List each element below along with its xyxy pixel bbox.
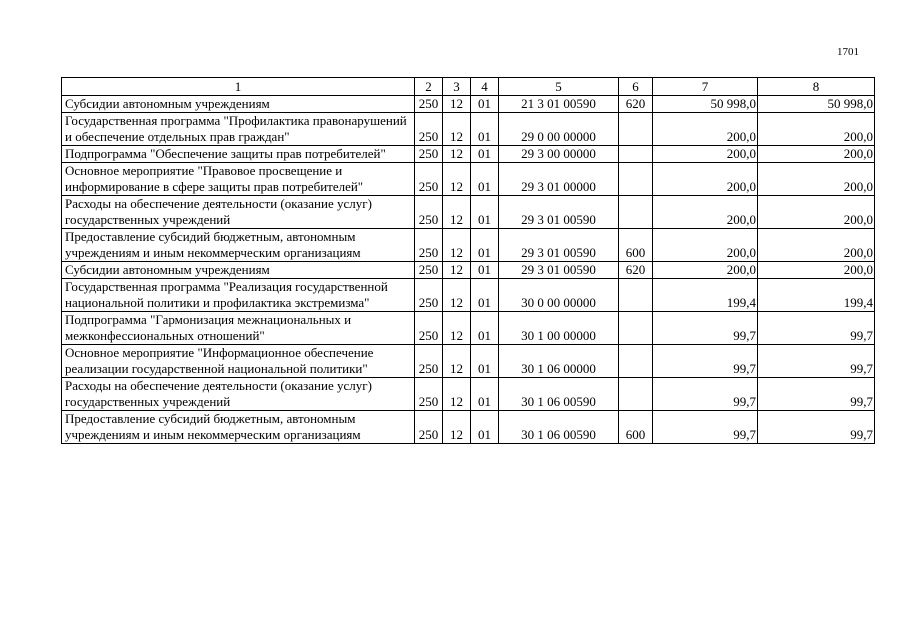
row-code-5: 30 1 06 00000	[499, 345, 619, 378]
row-code-5: 30 1 06 00590	[499, 378, 619, 411]
row-amount-8: 200,0	[758, 262, 875, 279]
row-code-4: 01	[471, 229, 499, 262]
header-row	[62, 78, 875, 96]
row-name: Субсидии автономным учреждениям	[62, 262, 415, 279]
row-code-5: 29 3 01 00000	[499, 163, 619, 196]
row-amount-8: 99,7	[758, 411, 875, 444]
row-amount-7: 200,0	[653, 229, 758, 262]
row-code-5: 30 1 06 00590	[499, 411, 619, 444]
row-name: Предоставление субсидий бюджетным, автономным учреждениям и иным некоммерческим организациям	[62, 229, 415, 262]
column-header: 3	[443, 78, 471, 96]
row-code-2: 250	[415, 196, 443, 229]
table-row	[62, 312, 875, 345]
row-code-3: 12	[443, 378, 471, 411]
row-code-5: 29 3 01 00590	[499, 262, 619, 279]
row-code-6	[619, 196, 653, 229]
row-code-2: 250	[415, 378, 443, 411]
page-number: 1701	[837, 46, 859, 58]
row-code-6	[619, 163, 653, 196]
table-row	[62, 279, 875, 312]
table-row	[62, 345, 875, 378]
table-row	[62, 229, 875, 262]
column-header: 2	[415, 78, 443, 96]
column-header: 4	[471, 78, 499, 96]
row-code-2: 250	[415, 262, 443, 279]
row-code-6: 600	[619, 229, 653, 262]
row-code-6: 620	[619, 96, 653, 113]
row-amount-8: 200,0	[758, 113, 875, 146]
row-code-6: 600	[619, 411, 653, 444]
row-amount-8: 199,4	[758, 279, 875, 312]
row-name: Государственная программа "Реализация государственной национальной политики и профилактика экстремизма"	[62, 279, 415, 312]
row-code-2: 250	[415, 312, 443, 345]
table-row	[62, 96, 875, 113]
row-amount-8: 99,7	[758, 378, 875, 411]
row-code-2: 250	[415, 146, 443, 163]
row-code-4: 01	[471, 312, 499, 345]
row-amount-7: 99,7	[653, 378, 758, 411]
row-code-6	[619, 279, 653, 312]
row-code-6: 620	[619, 262, 653, 279]
row-name: Субсидии автономным учреждениям	[62, 96, 415, 113]
row-amount-7: 50 998,0	[653, 96, 758, 113]
row-code-5: 29 3 01 00590	[499, 229, 619, 262]
row-amount-8: 99,7	[758, 345, 875, 378]
row-amount-7: 99,7	[653, 411, 758, 444]
row-code-2: 250	[415, 229, 443, 262]
row-name: Основное мероприятие "Правовое просвещение и информирование в сфере защиты прав потребителей"	[62, 163, 415, 196]
row-amount-8: 200,0	[758, 146, 875, 163]
row-name: Подпрограмма "Гармонизация межнациональных и межконфессиональных отношений"	[62, 312, 415, 345]
row-code-6	[619, 345, 653, 378]
row-code-2: 250	[415, 96, 443, 113]
row-code-6	[619, 113, 653, 146]
row-code-4: 01	[471, 345, 499, 378]
row-code-3: 12	[443, 345, 471, 378]
row-amount-7: 200,0	[653, 163, 758, 196]
row-code-4: 01	[471, 163, 499, 196]
row-code-4: 01	[471, 262, 499, 279]
row-code-3: 12	[443, 411, 471, 444]
row-amount-7: 99,7	[653, 345, 758, 378]
row-amount-8: 50 998,0	[758, 96, 875, 113]
row-code-3: 12	[443, 163, 471, 196]
row-amount-8: 99,7	[758, 312, 875, 345]
table-row	[62, 113, 875, 146]
table-row	[62, 262, 875, 279]
table-row	[62, 411, 875, 444]
row-code-4: 01	[471, 146, 499, 163]
row-code-3: 12	[443, 146, 471, 163]
budget-table	[61, 77, 875, 444]
table-row	[62, 146, 875, 163]
row-amount-7: 99,7	[653, 312, 758, 345]
row-code-6	[619, 312, 653, 345]
column-header: 7	[653, 78, 758, 96]
row-code-4: 01	[471, 96, 499, 113]
row-code-2: 250	[415, 163, 443, 196]
row-code-6	[619, 146, 653, 163]
row-code-2: 250	[415, 411, 443, 444]
row-code-2: 250	[415, 345, 443, 378]
row-code-4: 01	[471, 411, 499, 444]
row-name: Государственная программа "Профилактика правонарушений и обеспечение отдельных прав граждан"	[62, 113, 415, 146]
row-code-5: 29 3 01 00590	[499, 196, 619, 229]
row-code-3: 12	[443, 229, 471, 262]
row-code-5: 29 3 00 00000	[499, 146, 619, 163]
row-code-3: 12	[443, 113, 471, 146]
table-row	[62, 163, 875, 196]
row-code-5: 21 3 01 00590	[499, 96, 619, 113]
row-name: Основное мероприятие "Информационное обеспечение реализации государственной национальной политики"	[62, 345, 415, 378]
column-header: 8	[758, 78, 875, 96]
row-code-6	[619, 378, 653, 411]
row-name: Расходы на обеспечение деятельности (оказание услуг) государственных учреждений	[62, 378, 415, 411]
row-code-3: 12	[443, 96, 471, 113]
row-amount-7: 200,0	[653, 262, 758, 279]
row-code-2: 250	[415, 279, 443, 312]
row-name: Подпрограмма "Обеспечение защиты прав потребителей"	[62, 146, 415, 163]
row-code-3: 12	[443, 279, 471, 312]
row-amount-8: 200,0	[758, 163, 875, 196]
row-amount-8: 200,0	[758, 196, 875, 229]
row-code-3: 12	[443, 312, 471, 345]
column-header: 6	[619, 78, 653, 96]
row-amount-8: 200,0	[758, 229, 875, 262]
row-amount-7: 200,0	[653, 146, 758, 163]
row-code-4: 01	[471, 378, 499, 411]
row-code-5: 30 1 00 00000	[499, 312, 619, 345]
row-code-5: 29 0 00 00000	[499, 113, 619, 146]
row-name: Предоставление субсидий бюджетным, автономным учреждениям и иным некоммерческим организациям	[62, 411, 415, 444]
row-code-4: 01	[471, 279, 499, 312]
row-code-5: 30 0 00 00000	[499, 279, 619, 312]
row-code-3: 12	[443, 196, 471, 229]
table-row	[62, 196, 875, 229]
row-amount-7: 200,0	[653, 113, 758, 146]
table-row	[62, 378, 875, 411]
row-amount-7: 200,0	[653, 196, 758, 229]
column-header: 1	[62, 78, 415, 96]
row-name: Расходы на обеспечение деятельности (оказание услуг) государственных учреждений	[62, 196, 415, 229]
row-code-4: 01	[471, 196, 499, 229]
row-code-3: 12	[443, 262, 471, 279]
column-header: 5	[499, 78, 619, 96]
row-amount-7: 199,4	[653, 279, 758, 312]
row-code-2: 250	[415, 113, 443, 146]
row-code-4: 01	[471, 113, 499, 146]
